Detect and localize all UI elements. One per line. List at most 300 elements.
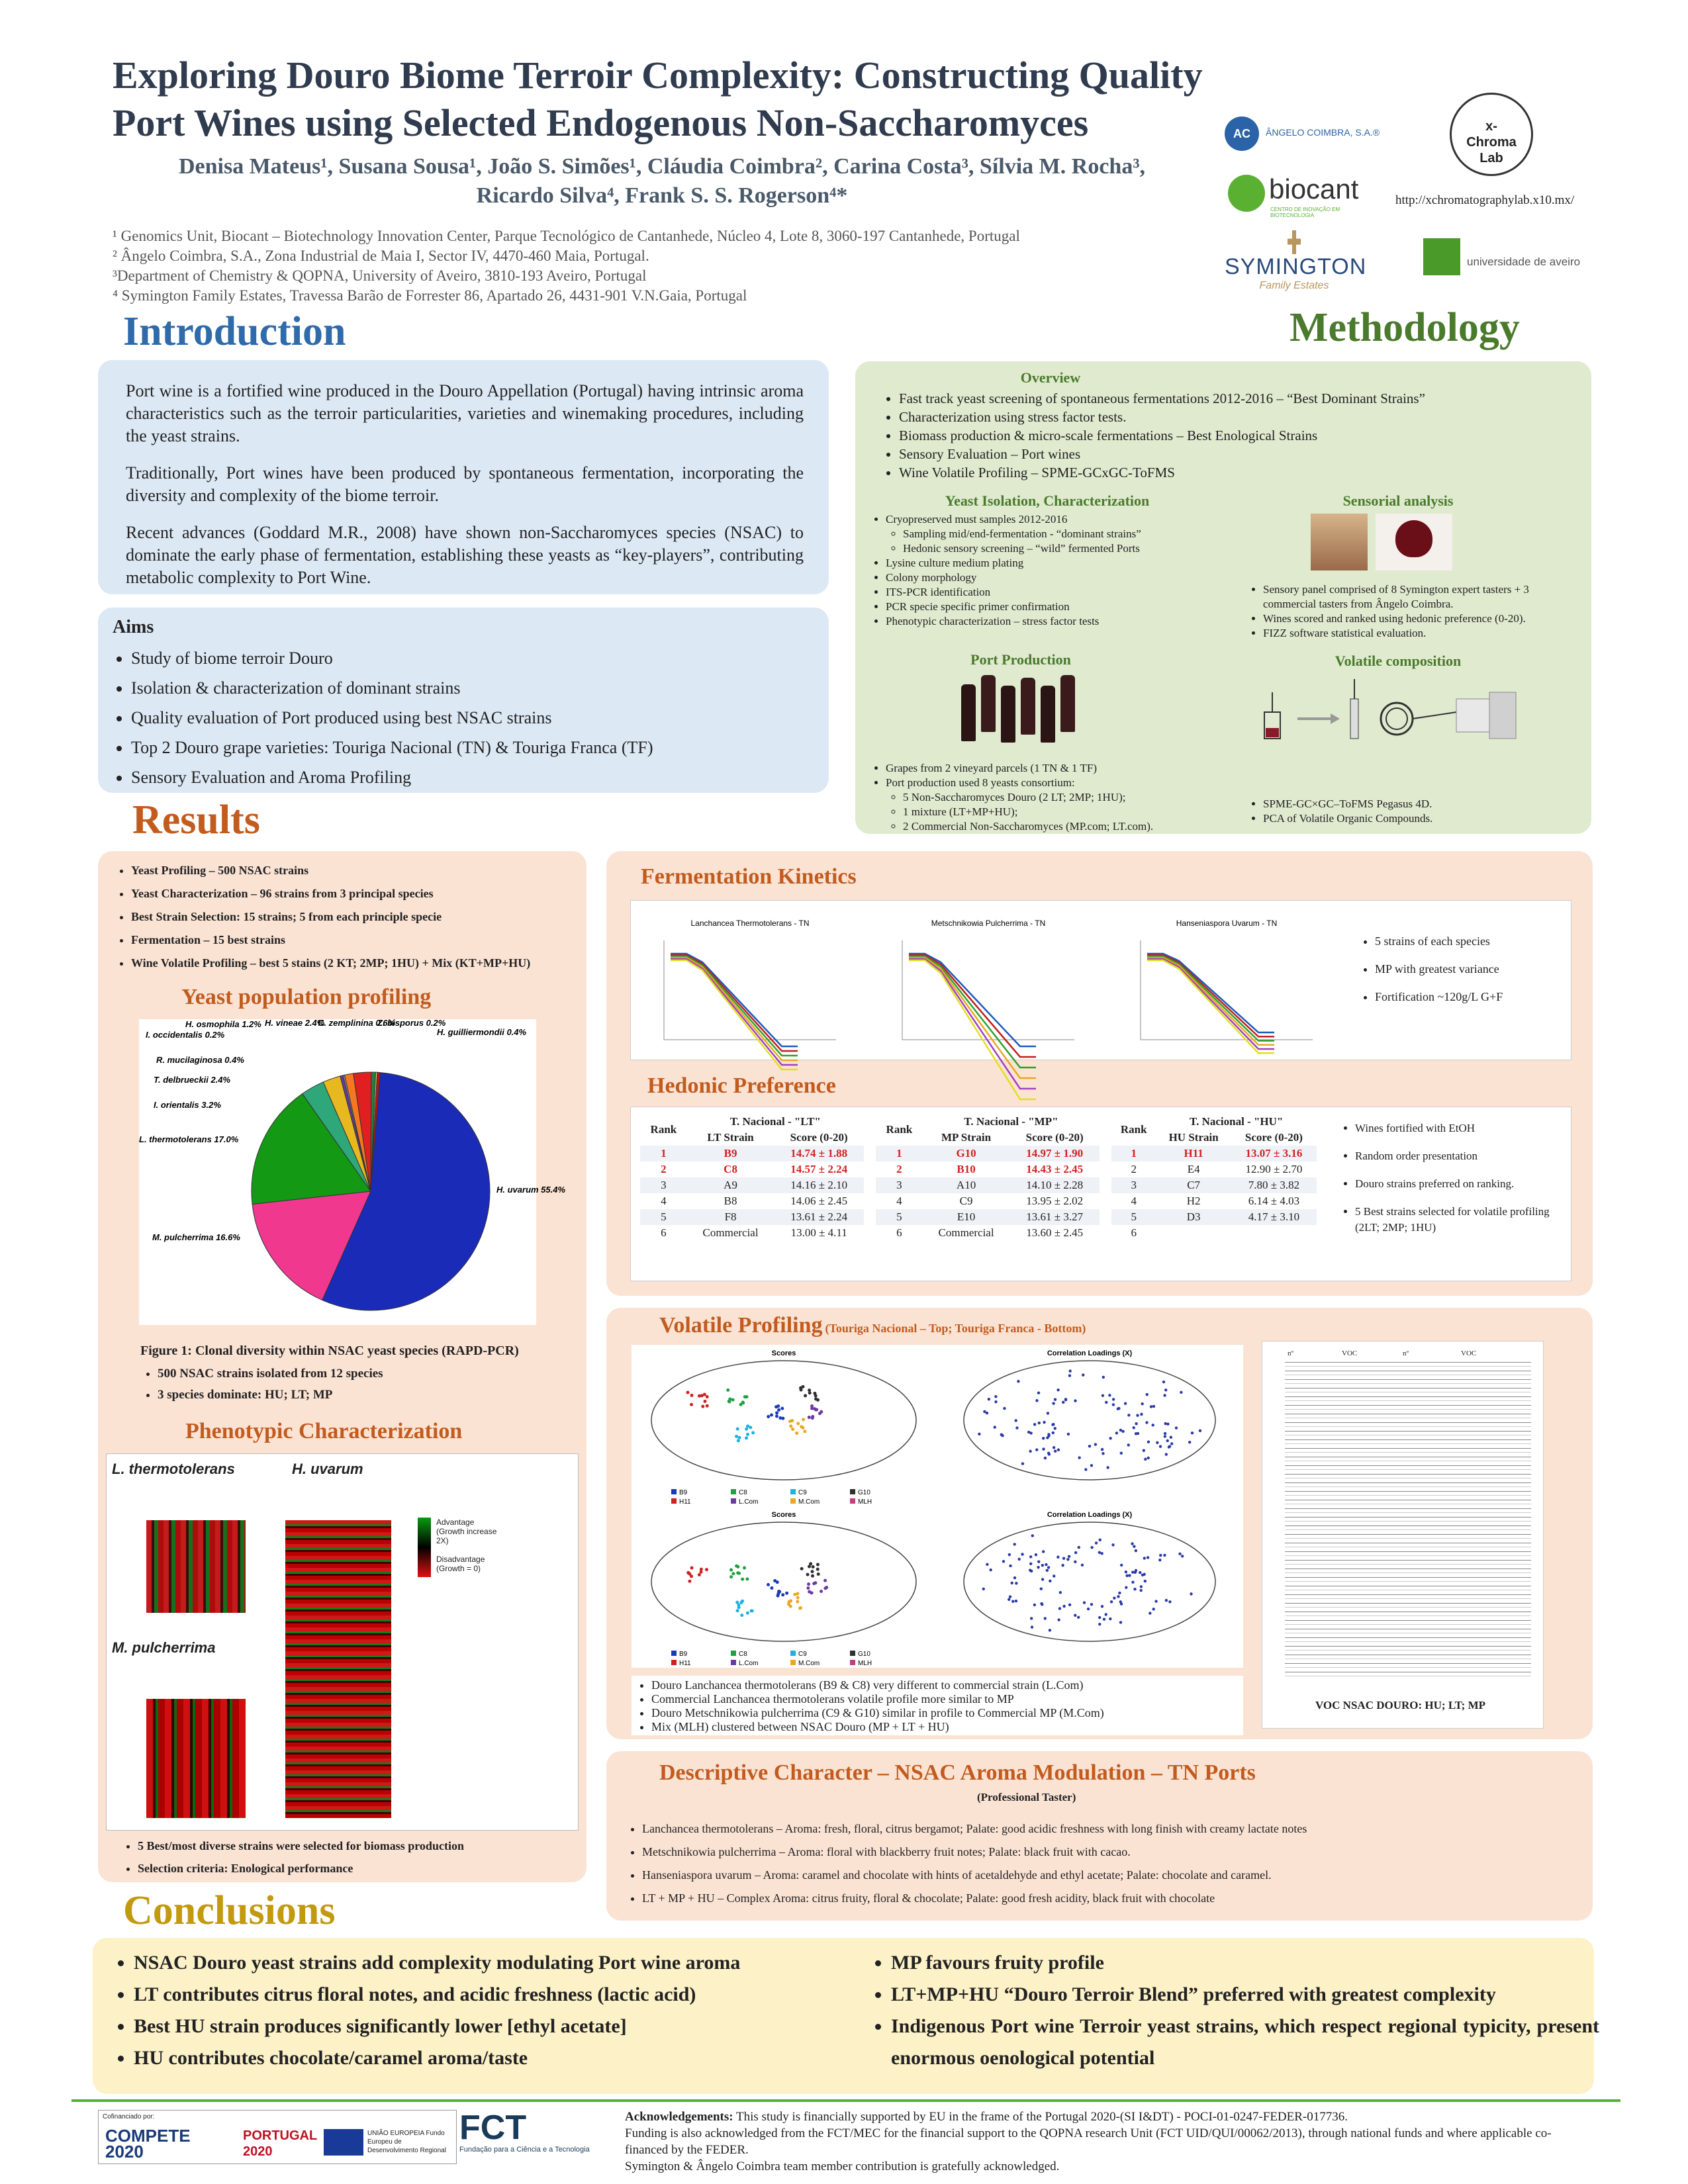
pca-loading-point (1064, 1398, 1067, 1400)
pca-loading-point (1053, 1446, 1055, 1449)
aim-item: • Study of biome terroir Douro (131, 643, 653, 673)
pca-score-point (745, 1436, 748, 1439)
yeast-isolation-list: • Cryopreserved must samples 2012-2016 ◦ Sampling mid/end-fermentation - “dominant strains” ◦ Hedonic sensory screening – “wild” fermented Ports • Lysine culture medium plating • Colony morphology • ITS-PCR identification • PCR specie specific primer confirmation • Phenotypic characterization – stress factor tests (868, 512, 1239, 629)
pca-loading-point (1163, 1554, 1166, 1557)
pca-loading-point (1037, 1566, 1039, 1569)
intro-p1: Port wine is a fortified wine produced in the Douro Appellation (Portugal) having intrinsic aroma characteristics such as the terroir particularities, varieties and winemaking procedures, including the yeast strains. (126, 381, 804, 445)
pca-loading-point (1062, 1557, 1065, 1559)
pca-loading-point (1003, 1407, 1006, 1410)
pca-score-point (823, 1579, 827, 1582)
pca-loading-point (1031, 1625, 1033, 1628)
volatile-composition-list: • SPME-GC×GC–ToFMS Pegasus 4D. • PCA of Volatile Organic Compounds. (1246, 797, 1577, 826)
pca-loading-point (1049, 1580, 1051, 1582)
pca-loading-point (1008, 1553, 1011, 1556)
pca-score-point (746, 1433, 749, 1436)
kinetics-series-line (909, 954, 1036, 1046)
pca-loading-point (1109, 1437, 1111, 1439)
pca-score-point (737, 1439, 740, 1442)
pie-notes: • 500 NSAC strains isolated from 12 species • 3 species dominate: HU; LT; MP (138, 1363, 383, 1406)
pca-loading-point (1090, 1464, 1093, 1467)
pca-loading-point (1108, 1394, 1111, 1396)
pca-loading-point (1044, 1617, 1047, 1619)
aim-item: • Quality evaluation of Port produced using best NSAC strains (131, 703, 653, 733)
pca-loading-point (1149, 1612, 1151, 1614)
legend-disadvantage: Disadvantage (Growth = 0) (436, 1555, 485, 1573)
pca-score-point (746, 1424, 749, 1428)
affiliations: ¹ Genomics Unit, Biocant – Biotechnology Innovation Center, Parque Tecnológico de Cantanhede, Núcleo 4, Lote 8, 3060-197 Cantanhede, Portugal ² Ângelo Coimbra, S.A., Zona Industrial de Maia I, Sector IV, 4470-460 Maia, Portugal. ³Department of Chemistry & QOPNA, University of Aveiro, 3810-193 Aveiro, Portugal ⁴ Symington Family Estates, Travessa Barão de Forrester 86, Apartado 26, 4431-901 V.N.Gaia, Portugal (113, 228, 1020, 304)
pca-loading-point (1098, 1551, 1101, 1554)
compete-logo: COMPETE 2020 (105, 2126, 191, 2161)
pie-label: L. thermotolerans 17.0% (139, 1134, 239, 1144)
pca-score-point (728, 1397, 731, 1400)
pca-loading-point (1150, 1405, 1152, 1408)
pca-loading-point (1109, 1617, 1111, 1620)
pca-loading-point (1087, 1608, 1090, 1610)
pca-loading-point (1090, 1603, 1093, 1606)
pca-score-point (796, 1596, 800, 1600)
pca-score-point (686, 1391, 690, 1394)
pca-score-point (690, 1567, 694, 1570)
kinetics-series-line (1147, 958, 1274, 1045)
aim-item: • Sensory Evaluation and Aroma Profiling (131, 762, 653, 792)
pca-loading-point (1168, 1600, 1171, 1603)
heatmap-lt (146, 1520, 246, 1613)
pca-score-point (775, 1414, 778, 1418)
pca-score-point (810, 1404, 814, 1408)
pca-legend-swatch (731, 1489, 736, 1494)
pie-label: Z. bisporus 0.2% (377, 1018, 446, 1028)
heatmap-title-mp: M. pulcherrima (112, 1639, 216, 1656)
fct-logo: FCT Fundação para a Ciência e a Tecnologia (459, 2109, 590, 2154)
pca-loading-point (1015, 1426, 1018, 1429)
pca-legend-swatch (671, 1489, 677, 1494)
pca-loading-point (1158, 1559, 1161, 1561)
pca-loading-point (1135, 1549, 1137, 1552)
pca-loading-point (1101, 1605, 1103, 1608)
pca-loading-point (1066, 1558, 1069, 1561)
pca-loading-point (1191, 1432, 1194, 1434)
volatile-heading: Volatile Profiling (Touriga Nacional – Top; Touriga Franca - Bottom) (659, 1313, 1086, 1338)
pca-score-point (796, 1592, 799, 1596)
pca-legend-label: G10 (858, 1651, 870, 1658)
pca-loading-point (1103, 1618, 1105, 1621)
pca-legend-label: MLH (858, 1660, 872, 1667)
pca-score-point (777, 1408, 780, 1412)
pca-loading-point (1147, 1457, 1150, 1459)
pca-legend-label: G10 (858, 1489, 870, 1496)
hedonic-frame (630, 1107, 1571, 1281)
pca-score-point (806, 1573, 810, 1576)
pca-score-point (701, 1405, 704, 1408)
aims-list (105, 643, 653, 792)
pca-loading-point (1140, 1413, 1143, 1416)
pca-loading-point (1166, 1422, 1169, 1425)
pca-legend-swatch (671, 1498, 677, 1504)
kinetics-box (606, 851, 1593, 1296)
pca-loading-point (1078, 1456, 1080, 1459)
pca-score-point (770, 1414, 773, 1417)
pca-loading-point (1090, 1546, 1093, 1549)
methodology-box (855, 361, 1591, 834)
pca-legend-label: C9 (798, 1489, 807, 1496)
pca-score-point (741, 1600, 744, 1603)
kinetics-series-line (1147, 956, 1274, 1041)
footer-divider (71, 2099, 1620, 2102)
pca-loading-point (1181, 1555, 1184, 1557)
pca-loading-point (1084, 1468, 1087, 1471)
pca-ellipse (964, 1361, 1215, 1480)
pca-loading-point (1098, 1616, 1101, 1619)
heatmap-title-lt: L. thermotolerans (112, 1461, 235, 1477)
volatile-bullets-box: • Douro Lanchancea thermotolerans (B9 & C8) very different to commercial strain (L.Com) • Commercial Lanchancea thermotolerans volatile profile more similar to MP • Douro Metschnikowia pulcherrima (C9 & G10) similar in profile to Commercial MP (M.Com) • Mix (MLH) clustered between NSAC Douro (MP + LT + HU) (632, 1676, 1243, 1735)
pca-score-point (736, 1609, 739, 1612)
poster-title: Exploring Douro Biome Terroir Complexity: Constructing Quality Port Wines using Selected Endogenous Non-Saccharomyces (113, 54, 1203, 144)
pca-score-point (741, 1400, 745, 1404)
pca-loading-point (1164, 1388, 1167, 1391)
kinetics-chart-title: Hanseniaspora Uvarum - TN (1176, 919, 1278, 928)
aims-box (98, 608, 829, 793)
pie-label: T. delbrueckii 2.4% (154, 1075, 231, 1085)
pca-score-point (789, 1424, 792, 1428)
pca-loading-point (994, 1400, 997, 1403)
pca-plot-title: Scores (771, 1349, 796, 1357)
pca-legend-label: C8 (739, 1489, 747, 1496)
pca-loading-point (1047, 1566, 1050, 1569)
pca-score-point (745, 1428, 748, 1431)
intro-p2: Traditionally, Port wines have been produced by spontaneous fermentation, incorporating the diversity and complexity of the biome terroir. (126, 463, 804, 505)
pie-chart-frame (139, 1018, 566, 1325)
pca-loading-point (1141, 1574, 1144, 1576)
pca-loading-point (1159, 1554, 1162, 1557)
pca-loading-point (1101, 1448, 1103, 1451)
pca-loading-point (1105, 1401, 1107, 1404)
pca-loading-point (1088, 1445, 1091, 1447)
volatile-composition-heading: Volatile composition (1335, 653, 1462, 669)
pca-loading-point (1156, 1441, 1158, 1444)
pca-score-point (731, 1398, 735, 1402)
pca-score-point (811, 1574, 814, 1578)
overview-list: • Fast track yeast screening of spontaneous fermentations 2012-2016 – “Best Dominant Strains” • Characterization using stress factor tests. • Biomass production & micro-scale fermentations – Best Enological Strains • Sensory Evaluation – Port wines • Wine Volatile Profiling – SPME-GCxGC-ToFMS (882, 389, 1425, 482)
pca-loading-point (978, 1433, 980, 1435)
pca-loading-point (1146, 1393, 1149, 1396)
pie-label: M. pulcherrima 16.6% (152, 1232, 240, 1242)
pca-legend-label: M.Com (798, 1660, 820, 1667)
pca-loading-point (1163, 1394, 1166, 1396)
legend-advantage: Advantage (Growth increase 2X) (436, 1518, 497, 1545)
pca-score-point (688, 1580, 691, 1583)
pca-loading-point (1031, 1534, 1034, 1537)
xchroma-url[interactable]: http://xchromatographylab.x10.mx/ (1395, 193, 1575, 207)
pca-loading-point (1035, 1399, 1038, 1402)
pca-loading-point (1027, 1431, 1030, 1433)
pca-loading-point (1030, 1570, 1033, 1572)
pca-loading-point (1057, 1618, 1060, 1621)
pie-label: R. mucilaginosa 0.4% (156, 1055, 244, 1065)
sensorial-list: • Sensory panel comprised of 8 Symington expert tasters + 3 commercial tasters from Ângelo Coimbra. • Wines scored and ranked using hedonic preference (0-20). • FIZZ software statistical evaluation. (1246, 582, 1577, 641)
pca-loading-point (1041, 1578, 1044, 1580)
pca-loading-point (1052, 1402, 1055, 1404)
pca-loading-point (1062, 1401, 1064, 1404)
pca-loading-point (1152, 1424, 1154, 1426)
pca-loading-point (1115, 1432, 1118, 1434)
kinetics-frame (630, 900, 1571, 1060)
pca-score-point (803, 1430, 806, 1433)
pca-loading-point (1029, 1555, 1032, 1558)
acknowledgements: Acknowledgements: This study is financially supported by EU in the frame of the Portugal 2020-(SI I&DT) - POCI-01-0247-FEDER-017736. Funding is also acknowledged from the FCT/MEC for the financial support to the QOPNA research Unit (FCT UID/QUI/00062/2013), through national funds and where applicable co-financed by the FEDER. Symington & Ângelo Coimbra team member contribution is gratefully acknowledged. (625, 2110, 1552, 2173)
heatmap-title-hu: H. uvarum (292, 1461, 363, 1477)
methodology-heading: Methodology (1289, 305, 1520, 350)
hedonic-table-lt: Rank T. Nacional - "LT" LT Strain Score (0-20) 1 B9 14.74 ± 1.88 2 C8 14.57 ± 2.24 3 A9 14.16 ± 2.10 4 B8 14.06 ± 2.45 5 F8 13.61 ± 2.24 6 Commercial 13.00 ± 4.11 (640, 1114, 864, 1241)
pca-score-point (804, 1394, 807, 1397)
pca-loading-point (1054, 1449, 1056, 1452)
pca-loading-point (1081, 1564, 1084, 1567)
pca-legend-label: M.Com (798, 1498, 820, 1506)
pca-loading-point (1054, 1427, 1056, 1430)
pca-loading-point (1131, 1542, 1133, 1545)
pca-loading-point (1021, 1553, 1023, 1555)
pie-label: I. occidentalis 0.2% (146, 1030, 225, 1040)
pca-legend-swatch (671, 1660, 677, 1665)
hedonic-bullets: • Wines fortified with EtOH • Random order presentation • Douro strains preferred on ranking. • 5 Best strains selected for volatile profiling (2LT; 2MP; 1HU) (1339, 1120, 1573, 1236)
pca-loading-point (1045, 1563, 1047, 1566)
pca-loading-point (1170, 1442, 1173, 1445)
pie-caption: Figure 1: Clonal diversity within NSAC yeast species (RAPD-PCR) (140, 1343, 519, 1358)
yeast-population-heading: Yeast population profiling (181, 985, 432, 1009)
pca-loading-point (1017, 1380, 1019, 1383)
pheno-notes: • 5 Best/most diverse strains were selected for biomass production • Selection criteria: Enological performance (118, 1835, 464, 1880)
pie-label: H. osmophila 1.2% (185, 1019, 261, 1029)
pca-loading-point (1152, 1608, 1154, 1610)
pca-loading-point (1140, 1585, 1143, 1588)
pca-loading-point (1133, 1426, 1135, 1429)
pca-loading-point (1077, 1616, 1080, 1619)
pca-score-point (751, 1609, 754, 1612)
pca-score-point (686, 1571, 690, 1574)
aveiro-logo: universidade de aveiro (1423, 238, 1595, 275)
pca-loading-point (1041, 1603, 1043, 1606)
descriptive-list: • Lanchancea thermotolerans – Aroma: fresh, floral, citrus bergamot; Palate: good acidic freshness with long finish with creamy lactate notes • Metschnikowia pulcherrima – Aroma: floral with blackberry fruit notes; Palate: black fruit with cacao. • Hanseniaspora uvarum – Aroma: caramel and chocolate with hints of acetaldehyde and ethyl acetate; Palate: chocolate and caramel. • LT + MP + HU – Complex Aroma: citrus fruity, floral & chocolate; Palate: good fresh acidity, black fruit with chocolate (622, 1817, 1307, 1910)
pca-score-point (810, 1591, 814, 1594)
pca-score-point (775, 1411, 778, 1414)
eu-label: UNIÃO EUROPEIA Fundo Europeu de Desenvolvimento Regional (367, 2130, 446, 2154)
pca-loading-point (1033, 1423, 1036, 1426)
pca-loading-point (1074, 1614, 1076, 1617)
pca-loading-point (1105, 1613, 1107, 1615)
pca-legend-label: B9 (679, 1489, 688, 1496)
pca-loading-point (982, 1588, 985, 1590)
pca-loading-point (1008, 1598, 1010, 1601)
pca-score-point (767, 1583, 770, 1586)
pca-loading-point (1000, 1433, 1003, 1436)
pca-score-point (791, 1428, 794, 1431)
xchroma-logo: x-Chroma Lab (1450, 93, 1533, 176)
pca-loading-point (1128, 1574, 1131, 1576)
pca-loading-point (1143, 1449, 1145, 1452)
pca-loading-point (1068, 1555, 1070, 1558)
pca-loading-point (1165, 1453, 1168, 1455)
pca-loading-point (1135, 1569, 1137, 1572)
pca-loading-point (1029, 1450, 1031, 1453)
pca-score-point (706, 1395, 709, 1398)
pca-loading-point (1111, 1543, 1114, 1546)
pca-loading-point (1009, 1565, 1011, 1567)
intro-p3: Recent advances (Goddard M.R., 2008) have shown non-Saccharomyces species (NSAC) to dominate the early phase of fermentation, establishing these yeasts as “key-players”, contributing metabolic complexity to Port Wine. (126, 523, 804, 587)
pca-legend-label: C9 (798, 1651, 807, 1658)
pca-score-point (778, 1590, 781, 1594)
pca-loading-point (1159, 1445, 1162, 1447)
pca-score-point (778, 1416, 782, 1420)
pca-loading-point (1188, 1441, 1191, 1443)
pca-legend-swatch (790, 1489, 796, 1494)
pca-loading-point (1046, 1569, 1049, 1572)
pca-score-point (698, 1394, 701, 1398)
conclusions-right: • MP favours fruity profile • LT+MP+HU “Douro Terroir Blend” preferred with greatest complexity • Indigenous Port wine Terroir yeast strains, which respect regional typicity, present enormous oenological potential (863, 1947, 1599, 2074)
hedonic-table-hu: Rank T. Nacional - "HU" HU Strain Score (0-20) 1 H11 13.07 ± 3.16 2 E4 12.90 ± 2.70 3 C7 7.80 ± 3.82 4 H2 6.14 ± 4.03 5 D3 4.17 ± 3.10 6 (1111, 1114, 1317, 1241)
pca-loading-point (1015, 1419, 1017, 1422)
voc-table-frame (1262, 1341, 1544, 1729)
phenotypic-heading: Phenotypic Characterization (185, 1419, 463, 1443)
pca-loading-point (1015, 1600, 1017, 1602)
pca-loading-point (1110, 1600, 1113, 1603)
introduction-heading: Introduction (123, 309, 346, 354)
kinetics-chart-title: Metschnikowia Pulcherrima - TN (931, 919, 1046, 928)
pca-loading-point (1102, 1452, 1104, 1455)
pca-legend-label: H11 (679, 1660, 691, 1667)
introduction-box (98, 360, 829, 594)
pca-legend-label: L.Com (739, 1498, 759, 1506)
pca-loading-point (1058, 1607, 1061, 1610)
pca-loading-point (1139, 1589, 1142, 1592)
heatmap-legend (418, 1518, 497, 1577)
pca-loading-point (1042, 1550, 1045, 1553)
voc-n-header-2: nº (1403, 1349, 1409, 1357)
taster-photo (1311, 514, 1368, 570)
pca-legend-label: C8 (739, 1651, 747, 1658)
kinetics-charts (631, 901, 1346, 1060)
pca-loading-point (1042, 1447, 1045, 1450)
pca-loading-point (1125, 1586, 1127, 1589)
pca-loading-point (1056, 1388, 1059, 1391)
pie-label: H. guilliermondii 0.4% (437, 1027, 527, 1037)
pca-score-point (812, 1582, 816, 1585)
kinetics-series-line (671, 955, 798, 1051)
pca-legend-swatch (671, 1651, 677, 1656)
pca-loading-point (1074, 1551, 1077, 1554)
pca-loading-point (1131, 1580, 1134, 1583)
pca-loading-point (988, 1398, 990, 1400)
pca-loading-point (1078, 1546, 1080, 1549)
pca-loading-point (1095, 1541, 1098, 1544)
pca-loading-point (1145, 1421, 1148, 1424)
pca-score-point (809, 1562, 812, 1565)
yeast-pie-chart (139, 1018, 566, 1325)
pca-loading-point (1135, 1432, 1137, 1435)
pca-loading-point (1009, 1595, 1011, 1598)
pca-loading-point (1152, 1405, 1155, 1408)
pca-loading-point (1062, 1605, 1065, 1608)
heatmap-hu (285, 1520, 391, 1818)
pie-label: H. uvarum 55.4% (496, 1185, 566, 1195)
pca-loading-point (1144, 1458, 1147, 1461)
pca-loading-point (1164, 1435, 1166, 1437)
port-production-heading: Port Production (970, 651, 1071, 668)
pca-loading-point (1165, 1599, 1168, 1602)
pca-score-point (699, 1570, 702, 1574)
pca-score-point (811, 1416, 814, 1420)
yeast-isolation-heading: Yeast Isolation, Characterization (945, 492, 1150, 509)
pca-legend-swatch (790, 1660, 796, 1665)
pca-score-point (698, 1573, 701, 1576)
pca-score-point (736, 1428, 739, 1431)
pca-loading-point (1067, 1433, 1070, 1435)
kinetics-series-line (1147, 960, 1274, 1053)
pca-loading-point (1047, 1412, 1049, 1414)
heatmap-mp (146, 1699, 246, 1818)
pca-legend-label: MLH (858, 1498, 872, 1506)
pca-plots (632, 1345, 1243, 1668)
pca-loading-point (1199, 1430, 1201, 1432)
pca-loading-point (1038, 1422, 1041, 1424)
pca-legend-label: B9 (679, 1651, 688, 1658)
pca-loading-point (1118, 1592, 1121, 1594)
pca-loading-point (1054, 1398, 1056, 1400)
pca-score-point (823, 1586, 827, 1590)
pca-loading-point (986, 1563, 988, 1566)
pca-loading-point (1127, 1414, 1130, 1416)
pca-loading-point (1190, 1592, 1192, 1595)
pca-loading-point (1002, 1560, 1005, 1563)
pca-score-point (808, 1391, 812, 1394)
pca-ellipse (964, 1522, 1215, 1641)
volatile-box (606, 1308, 1593, 1739)
pca-loading-point (1175, 1426, 1178, 1429)
pca-score-point (788, 1600, 791, 1604)
descriptive-heading: Descriptive Character – NSAC Aroma Modulation – TN Ports (659, 1760, 1256, 1785)
pie-label: H. vineae 2.4% (265, 1018, 325, 1028)
pca-loading-point (1133, 1545, 1135, 1547)
pca-loading-point (1133, 1588, 1136, 1590)
pca-loading-point (1052, 1432, 1055, 1434)
pca-score-point (737, 1606, 741, 1609)
pca-legend-swatch (850, 1489, 855, 1494)
pca-legend-label: L.Com (739, 1660, 759, 1667)
funding-logos: Cofinanciado por: COMPETE 2020 PORTUGAL 2020 UNIÃO EUROPEIA Fundo Europeu de Desenvolvimento Regional (98, 2110, 457, 2164)
pca-loading-point (1037, 1392, 1040, 1394)
pca-loading-point (1135, 1422, 1137, 1425)
authors: Denisa Mateus¹, Susana Sousa¹, João S. Simões¹, Cláudia Coimbra², Carina Costa³, Sílvia M. Rocha³, Ricardo Silva⁴, Frank S. S. Rogerson⁴* (178, 154, 1146, 208)
pca-ellipse (651, 1361, 916, 1480)
pca-loading-point (1117, 1595, 1119, 1598)
pca-score-point (807, 1582, 810, 1586)
pca-loading-point (1044, 1457, 1047, 1459)
results-summary: • Yeast Profiling – 500 NSAC strains • Yeast Characterization – 96 strains from 3 principal species • Best Strain Selection: 15 strains; 5 from each principle specie • Fermentation – 15 best strains • Wine Volatile Profiling – best 5 stains (2 KT; 2MP; 1HU) + Mix (KT+MP+HU) (105, 859, 530, 975)
pca-score-point (817, 1572, 820, 1576)
pca-plot-title: Correlation Loadings (X) (1047, 1511, 1133, 1519)
pca-loading-point (1068, 1369, 1071, 1372)
aim-item: • Isolation & characterization of dominant strains (131, 673, 653, 703)
pca-loading-point (1147, 1440, 1150, 1443)
wine-glass-photo (1376, 514, 1452, 570)
pca-loading-point (1043, 1421, 1045, 1424)
pca-loading-point (1094, 1443, 1097, 1445)
pca-legend-swatch (850, 1660, 855, 1665)
pca-loading-point (1098, 1623, 1101, 1625)
voc-header-1: VOC (1342, 1349, 1358, 1357)
conclusions-left: • NSAC Douro yeast strains add complexity modulating Port wine aroma • LT contributes citrus floral notes, and acidic freshness (lactic acid) • Best HU strain produces significantly lower [ethyl acetate] • HU contributes chocolate/caramel aroma/taste (106, 1947, 842, 2074)
kinetics-bullets: • 5 strains of each species • MP with greatest variance • Fortification ~120g/L G+F (1359, 927, 1503, 1011)
results-box (98, 851, 586, 1882)
pca-score-point (810, 1570, 814, 1573)
